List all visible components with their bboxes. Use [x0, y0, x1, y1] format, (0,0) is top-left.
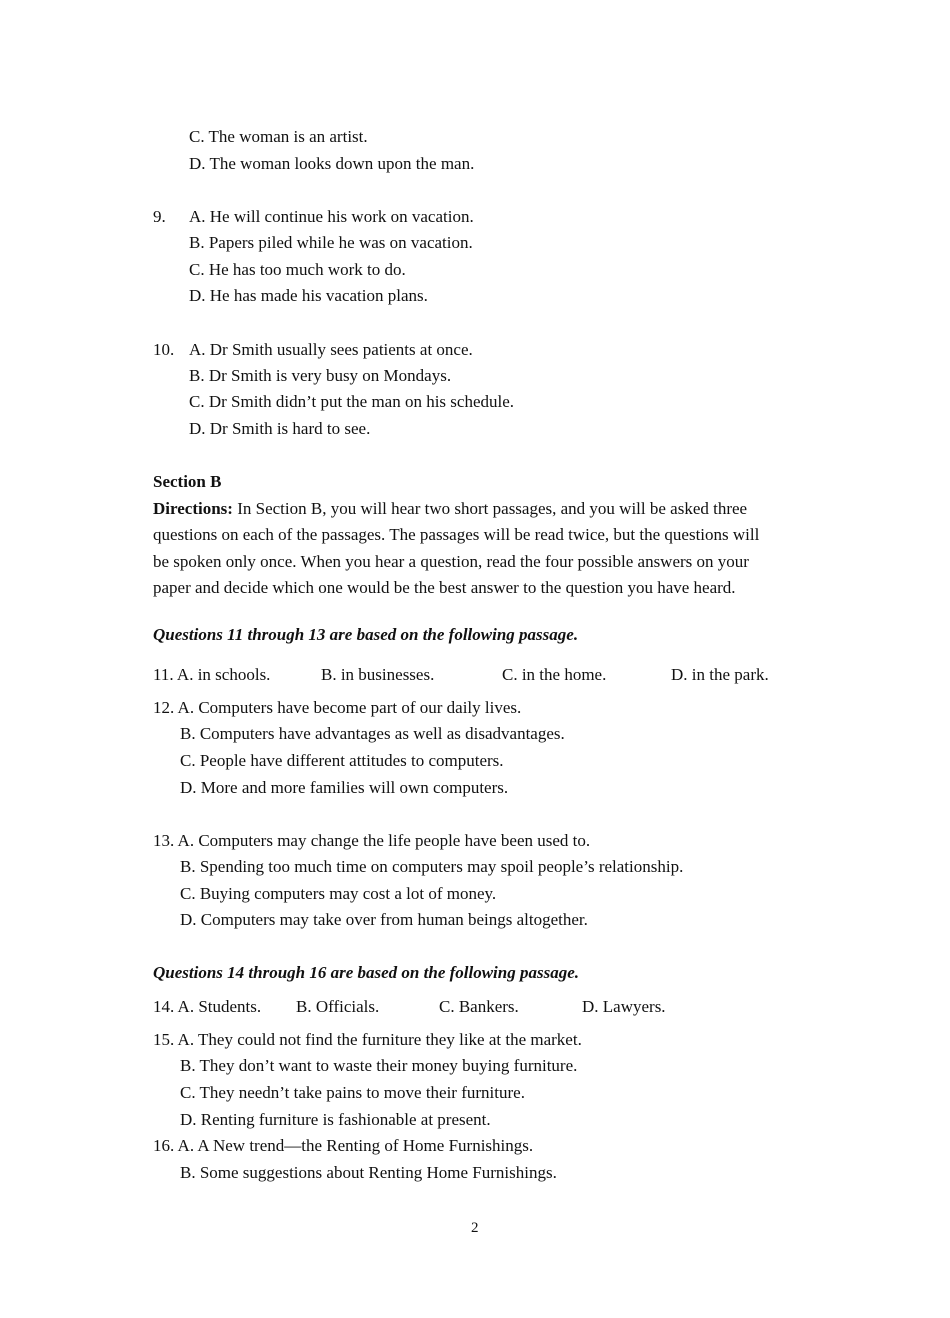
q13-option-c: C. Buying computers may cost a lot of money. — [180, 884, 497, 903]
q10-option-a: A. Dr Smith usually sees patients at once. — [189, 340, 473, 359]
passage-1-heading: Questions 11 through 13 are based on the following passage. — [153, 625, 579, 644]
q14-option-c: C. Bankers. — [439, 997, 519, 1016]
q12-option-c: C. People have different attitudes to computers. — [180, 751, 504, 770]
q14-option-b: B. Officials. — [296, 997, 380, 1016]
directions-text: In Section B, you will hear two short passages, and you will be asked three — [232, 499, 748, 518]
q14-option-a: 14. A. Students. — [153, 997, 262, 1016]
q13-option-a: 13. A. Computers may change the life people have been used to. — [153, 831, 591, 850]
q11-option-b: B. in businesses. — [321, 665, 435, 684]
q12-option-d: D. More and more families will own computers. — [180, 778, 509, 797]
q13-option-b: B. Spending too much time on computers may spoil people’s relationship. — [180, 857, 684, 876]
q8-option-d: D. The woman looks down upon the man. — [189, 154, 475, 173]
q15-option-c: C. They needn’t take pains to move their furniture. — [180, 1083, 525, 1102]
q11-option-d: D. in the park. — [671, 665, 769, 684]
q9-option-d: D. He has made his vacation plans. — [189, 286, 428, 305]
q12-option-a: 12. A. Computers have become part of our daily lives. — [153, 698, 522, 717]
q8-option-c: C. The woman is an artist. — [189, 127, 368, 146]
q10-option-b: B. Dr Smith is very busy on Mondays. — [189, 366, 452, 385]
q9-option-b: B. Papers piled while he was on vacation. — [189, 233, 473, 252]
directions-line-2: questions on each of the passages. The passages will be read twice, but the questions will — [153, 525, 760, 544]
q16-option-b: B. Some suggestions about Renting Home Furnishings. — [180, 1163, 557, 1182]
directions-line-3: be spoken only once. When you hear a question, read the four possible answers on your — [153, 552, 749, 571]
q10-number: 10. — [153, 340, 175, 359]
directions-label: Directions: — [153, 499, 233, 518]
q11-option-c: C. in the home. — [502, 665, 607, 684]
q14-option-d: D. Lawyers. — [582, 997, 666, 1016]
q9-option-c: C. He has too much work to do. — [189, 260, 406, 279]
q15-option-b: B. They don’t want to waste their money buying furniture. — [180, 1056, 578, 1075]
directions-line-4: paper and decide which one would be the best answer to the question you have heard. — [153, 578, 736, 597]
page-number: 2 — [471, 1220, 479, 1236]
q15-option-d: D. Renting furniture is fashionable at present. — [180, 1110, 491, 1129]
q9-option-a: A. He will continue his work on vacation. — [189, 207, 474, 226]
q15-option-a: 15. A. They could not find the furniture they like at the market. — [153, 1030, 582, 1049]
q11-option-a: 11. A. in schools. — [153, 665, 271, 684]
directions-line-1 — [153, 499, 747, 519]
section-title: Section B — [153, 472, 222, 491]
q12-option-b: B. Computers have advantages as well as disadvantages. — [180, 724, 565, 743]
q16-option-a: 16. A. A New trend—the Renting of Home Furnishings. — [153, 1136, 534, 1155]
q9-number: 9. — [153, 207, 166, 226]
passage-2-heading: Questions 14 through 16 are based on the following passage. — [153, 963, 580, 982]
q10-option-c: C. Dr Smith didn’t put the man on his schedule. — [189, 392, 515, 411]
q10-option-d: D. Dr Smith is hard to see. — [189, 419, 371, 438]
q13-option-d: D. Computers may take over from human beings altogether. — [180, 910, 588, 929]
